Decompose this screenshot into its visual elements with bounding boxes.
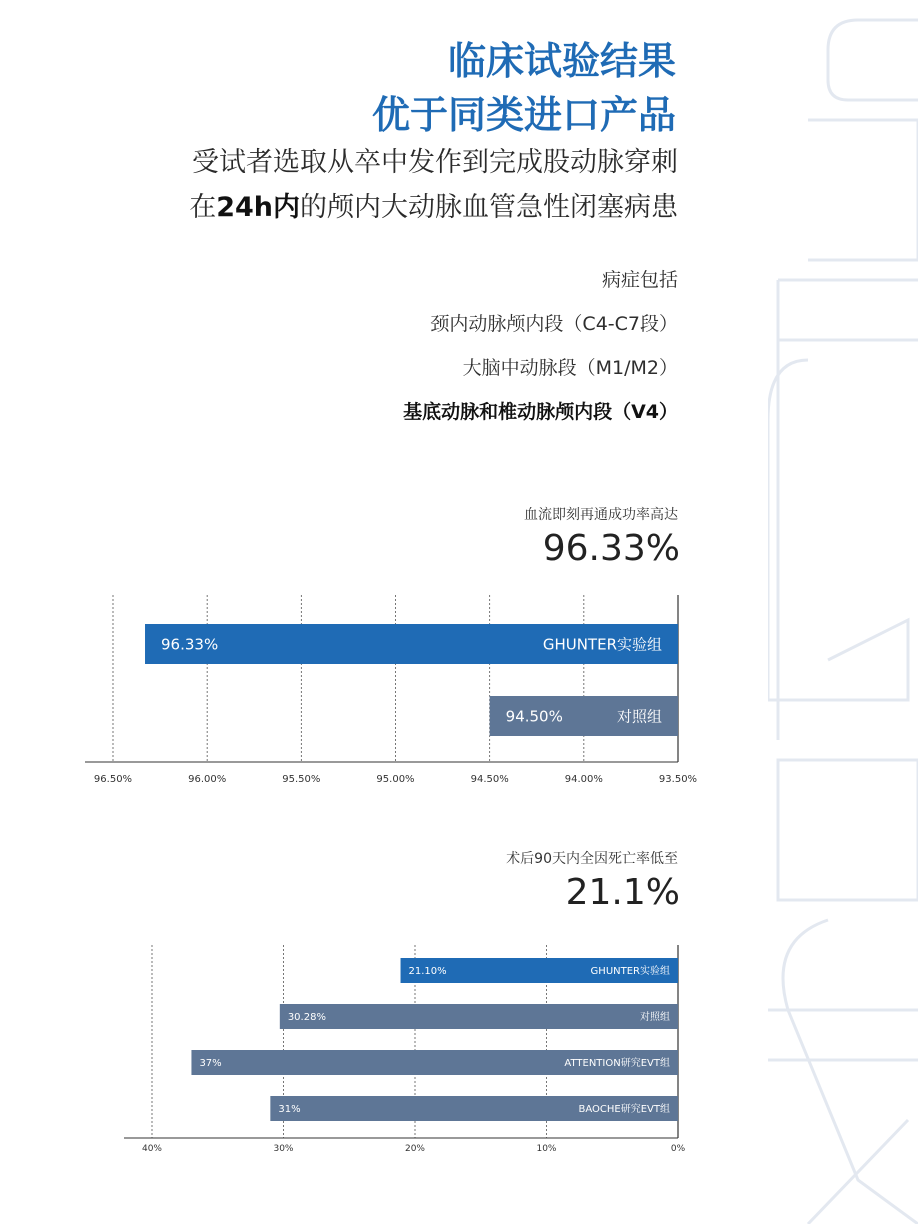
conditions-list bbox=[403, 258, 678, 434]
mortality-chart bbox=[0, 935, 918, 1160]
stat2-label: 术后90天内全因死亡率低至 bbox=[506, 851, 678, 867]
tick-label: 93.50% bbox=[658, 774, 698, 785]
bar-value-label: 37% bbox=[199, 1058, 222, 1070]
bar-value-label: 21.10% bbox=[408, 966, 447, 978]
bar-value-label: 94.50% bbox=[505, 707, 563, 726]
bar bbox=[280, 1004, 678, 1029]
tick-label: 94.50% bbox=[470, 774, 509, 785]
recanalization-chart bbox=[0, 590, 918, 790]
tick-label: 40% bbox=[141, 1144, 163, 1154]
bar-name-label: GHUNTER实验组 bbox=[590, 966, 670, 978]
tick-label: 95.50% bbox=[282, 774, 321, 785]
subtitle-prefix: 在 bbox=[189, 192, 217, 223]
stat1-label: 血流即刻再通成功率高达 bbox=[524, 507, 678, 523]
stat1-value: 96.33% bbox=[542, 528, 680, 569]
tick-label: 10% bbox=[536, 1144, 557, 1154]
bar-name-label: ATTENTION研究EVT组 bbox=[564, 1058, 670, 1070]
subtitle-highlight: 24h内 bbox=[216, 192, 300, 223]
subtitle-line-1: 受试者选取从卒中发作到完成股动脉穿刺 bbox=[192, 147, 678, 178]
tick-label: 0% bbox=[670, 1144, 686, 1154]
tick-label: 95.00% bbox=[376, 774, 415, 785]
heading bbox=[372, 34, 676, 142]
tick-label: 96.00% bbox=[188, 774, 227, 785]
tick-label: 30% bbox=[273, 1144, 294, 1154]
bar-value-label: 31% bbox=[278, 1104, 301, 1116]
heading-line-1: 临床试验结果 bbox=[447, 39, 676, 83]
conditions-label: 病症包括 bbox=[601, 269, 678, 291]
heading-line-2: 优于同类进口产品 bbox=[371, 93, 676, 137]
bar-name-label: 对照组 bbox=[640, 1012, 670, 1024]
bar-name-label: 对照组 bbox=[616, 707, 662, 726]
bar-value-label: 30.28% bbox=[287, 1012, 326, 1024]
condition-item-1: 颈内动脉颅内段（C4-C7段） bbox=[430, 313, 678, 335]
subtitle bbox=[189, 140, 678, 230]
bar-name-label: BAOCHE研究EVT组 bbox=[578, 1104, 670, 1116]
bar-name-label: GHUNTER实验组 bbox=[542, 635, 662, 654]
subtitle-suffix: 的颅内大动脉血管急性闭塞病患 bbox=[300, 192, 678, 223]
stat2-value: 21.1% bbox=[565, 872, 680, 913]
tick-label: 96.50% bbox=[93, 774, 133, 785]
condition-item-3: 基底动脉和椎动脉颅内段（V4） bbox=[403, 401, 678, 423]
condition-item-2: 大脑中动脉段（M1/M2） bbox=[462, 357, 678, 379]
bar-value-label: 96.33% bbox=[161, 635, 219, 654]
subtitle-line-2 bbox=[189, 185, 678, 230]
tick-label: 20% bbox=[404, 1144, 426, 1154]
tick-label: 94.00% bbox=[564, 774, 603, 785]
